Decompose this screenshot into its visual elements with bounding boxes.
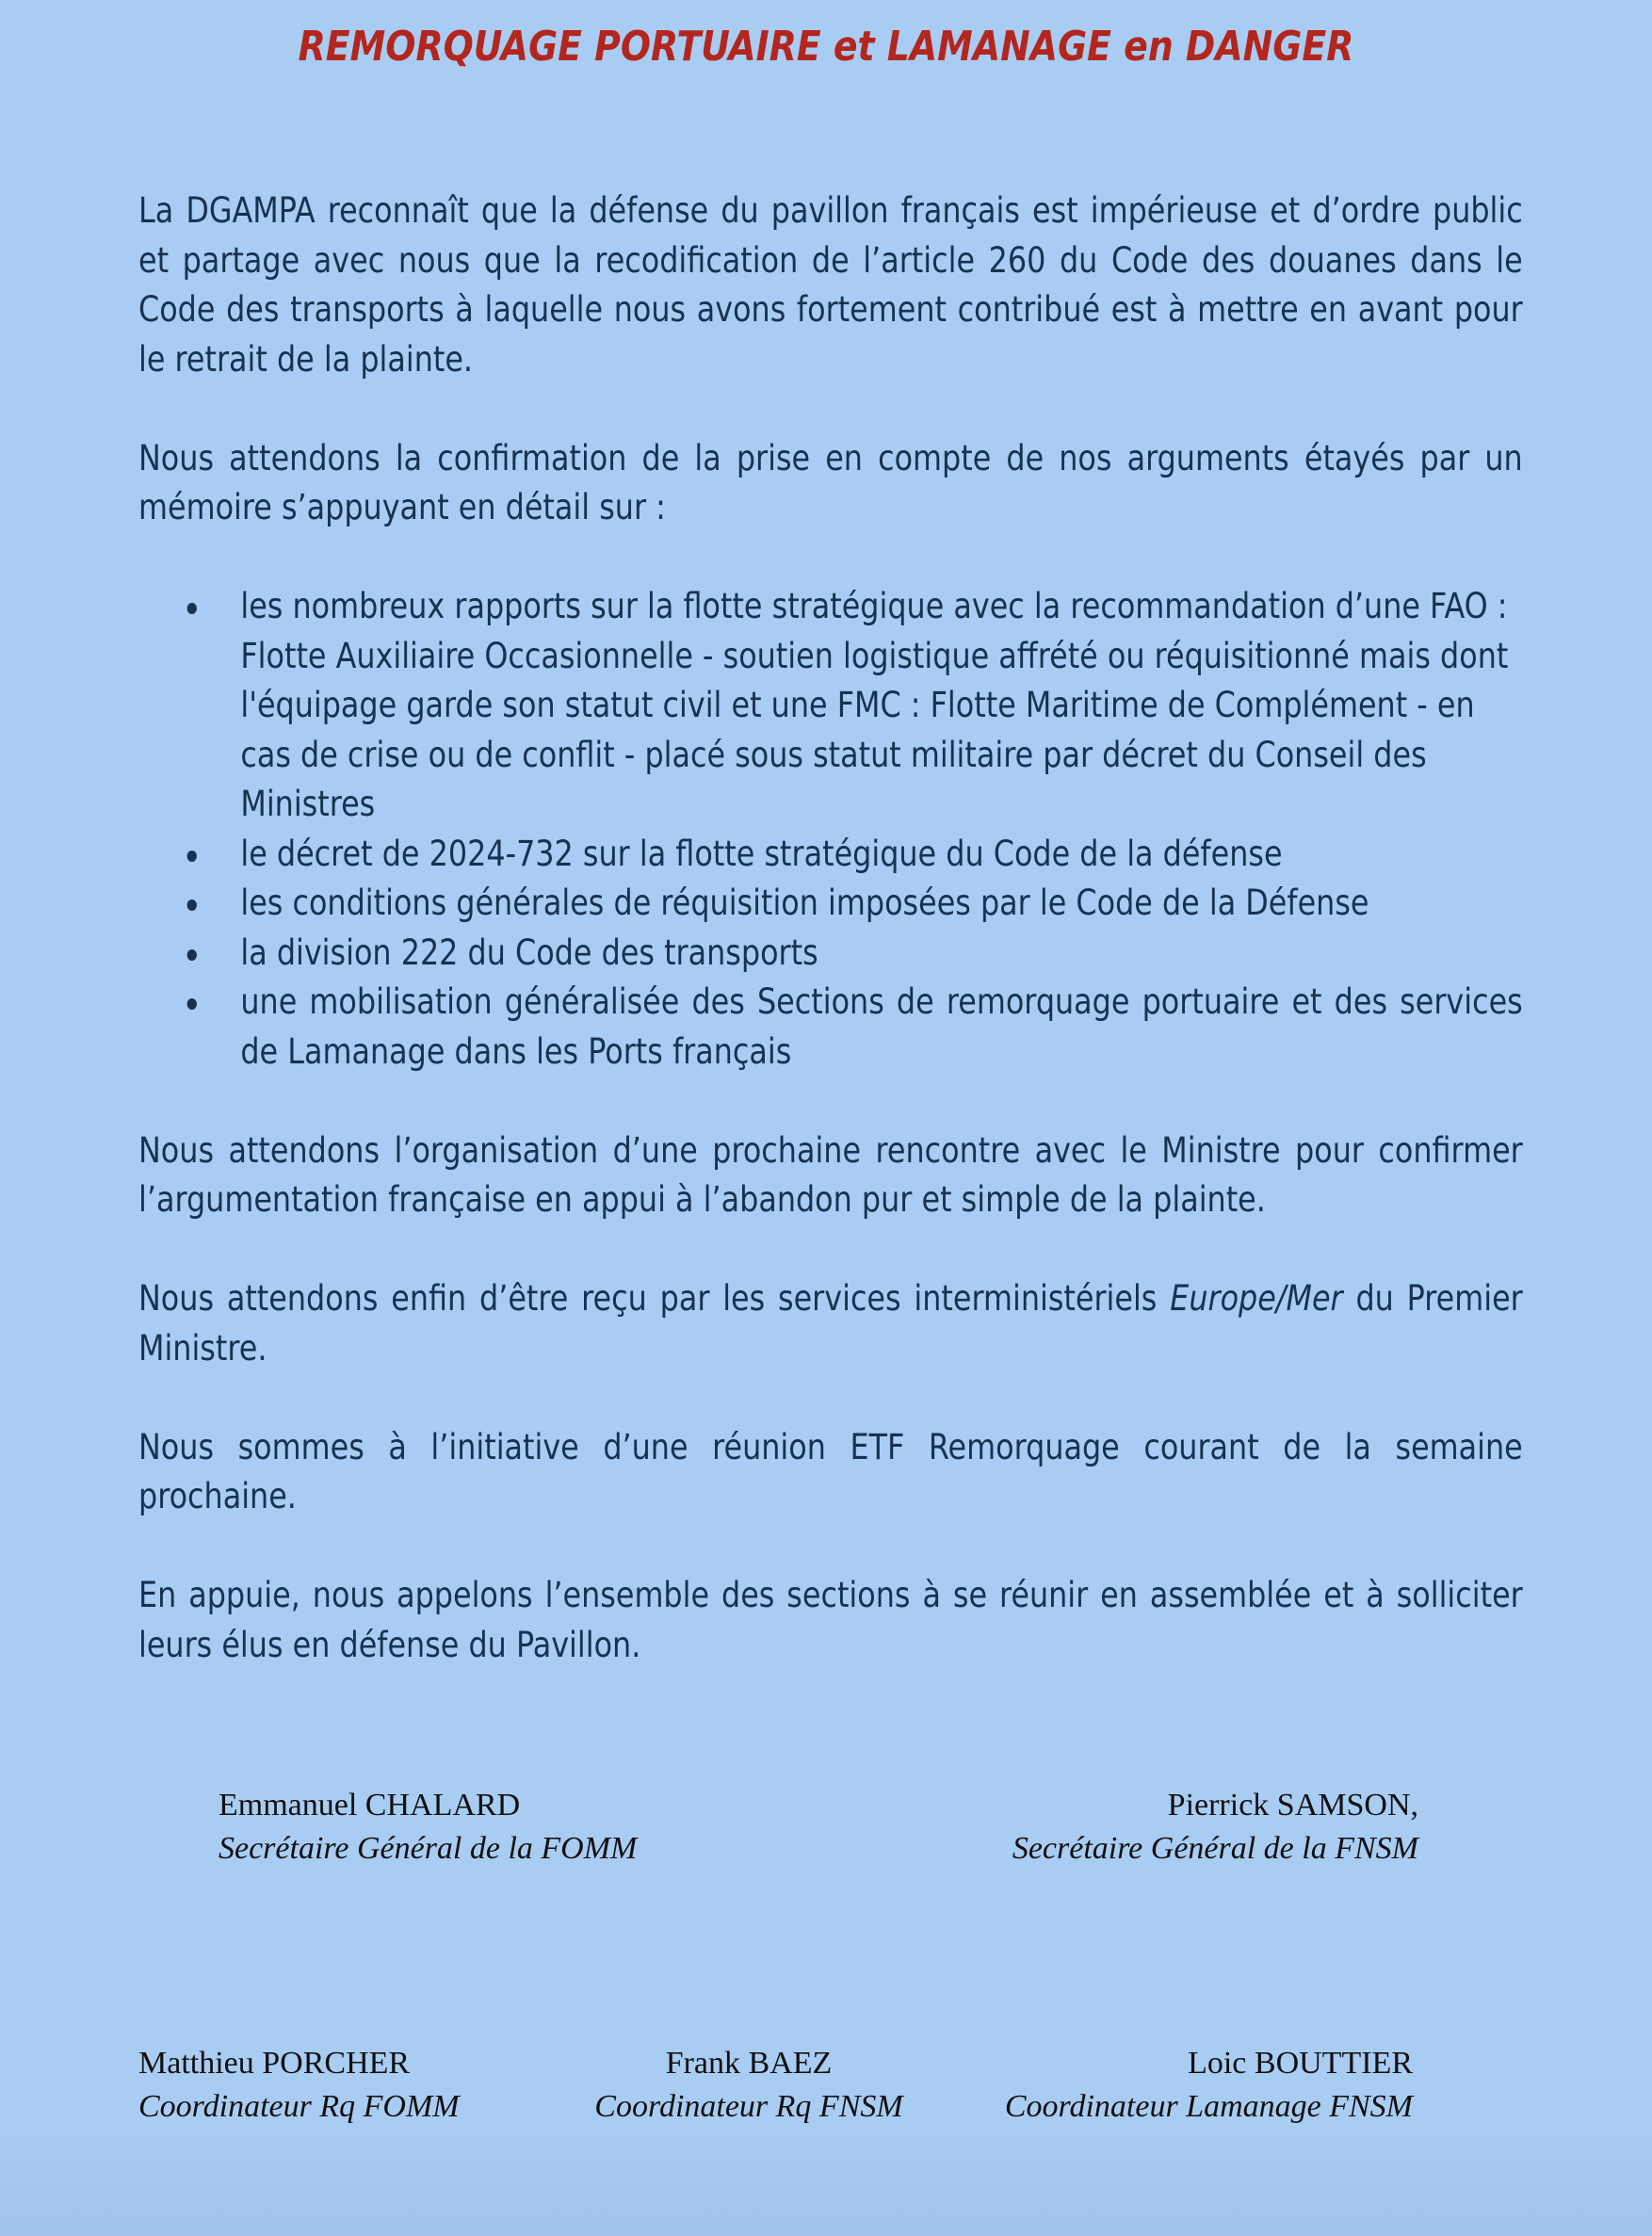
signatory-name: Pierrick SAMSON,	[1167, 1788, 1418, 1823]
paragraph-call-to-sections: En appuie, nous appelons l’ensemble des sections à se réunir en assemblée et à solliciter leurs élus en défense du Pavillon.	[138, 1575, 1523, 1665]
bullet-icon	[187, 851, 197, 862]
signatory-porcher	[138, 2042, 460, 2129]
list-item: les conditions générales de réquisition imposées par le Code de la Défense	[138, 879, 1523, 929]
signatory-name: Frank BAEZ	[665, 2046, 833, 2081]
paragraph-dgampa: La DGAMPA reconnaît que la défense du pavillon français est impérieuse et d’ordre public et partage avec nous que la recodification de l’article 260 du Code des douanes dans le Code des transports à laquelle nous avons fortement contribué est à mettre en avant pour le retrait de la plainte.	[138, 190, 1523, 380]
bullet-icon	[187, 899, 197, 911]
bullet-icon	[187, 949, 197, 961]
signatory-role: Secrétaire Général de la FOMM	[219, 1831, 638, 1866]
paragraph-interministerial: Nous attendons enfin d’être reçu par les services interministériels Europe/Mer du Premier Ministre.	[138, 1278, 1523, 1369]
signatory-name: Emmanuel CHALARD	[219, 1788, 521, 1823]
europe-mer-emphasis: Europe/Mer	[1170, 1278, 1343, 1319]
list-item: les nombreux rapports sur la flotte stratégique avec la recommandation d’une FAO : Flotte Auxiliaire Occasionnelle - soutien logistique affrété ou réquisitionné mais dont l'équipage garde son statut civil et une FMC : Flotte Maritime de Complément - en cas de crise ou de conflit - placé sous statut militaire par décret du Conseil des Ministres	[138, 582, 1523, 830]
signatory-samson	[1012, 1784, 1418, 1871]
bullet-icon	[187, 998, 197, 1010]
signatory-name: Loic BOUTTIER	[1188, 2046, 1413, 2081]
signatory-name: Matthieu PORCHER	[138, 2046, 411, 2081]
list-item: la division 222 du Code des transports	[138, 929, 1523, 979]
paragraph-arguments: Nous attendons la confirmation de la prise en compte de nos arguments étayés par un mémoire s’appuyant en détail sur :	[138, 437, 1523, 527]
signatory-role: Coordinateur Rq FNSM	[594, 2089, 903, 2124]
signatory-chalard	[219, 1784, 637, 1871]
document-title: REMORQUAGE PORTUAIRE et LAMANAGE en DANGER	[298, 23, 1354, 71]
signatory-role: Secrétaire Général de la FNSM	[1012, 1831, 1418, 1866]
signatory-baez	[565, 2042, 932, 2129]
signatory-bouttier	[1005, 2042, 1413, 2129]
argument-list	[138, 582, 1523, 1077]
paragraph-etf-meeting: Nous sommes à l’initiative d’une réunion ETF Remorquage courant de la semaine prochaine.	[138, 1426, 1523, 1516]
document-body	[138, 186, 1523, 1670]
bullet-icon	[187, 603, 197, 614]
signatory-role: Coordinateur Lamanage FNSM	[1004, 2089, 1413, 2124]
signatory-role: Coordinateur Rq FOMM	[138, 2089, 460, 2124]
list-item: le décret de 2024-732 sur la flotte stratégique du Code de la défense	[138, 830, 1523, 880]
paragraph-meeting-minister: Nous attendons l’organisation d’une prochaine rencontre avec le Ministre pour confirmer l’argumentation française en appui à l’abandon pur et simple de la plainte.	[138, 1129, 1523, 1220]
list-item: une mobilisation généralisée des Sections de remorquage portuaire et des services de Lamanage dans les Ports français	[138, 978, 1523, 1077]
